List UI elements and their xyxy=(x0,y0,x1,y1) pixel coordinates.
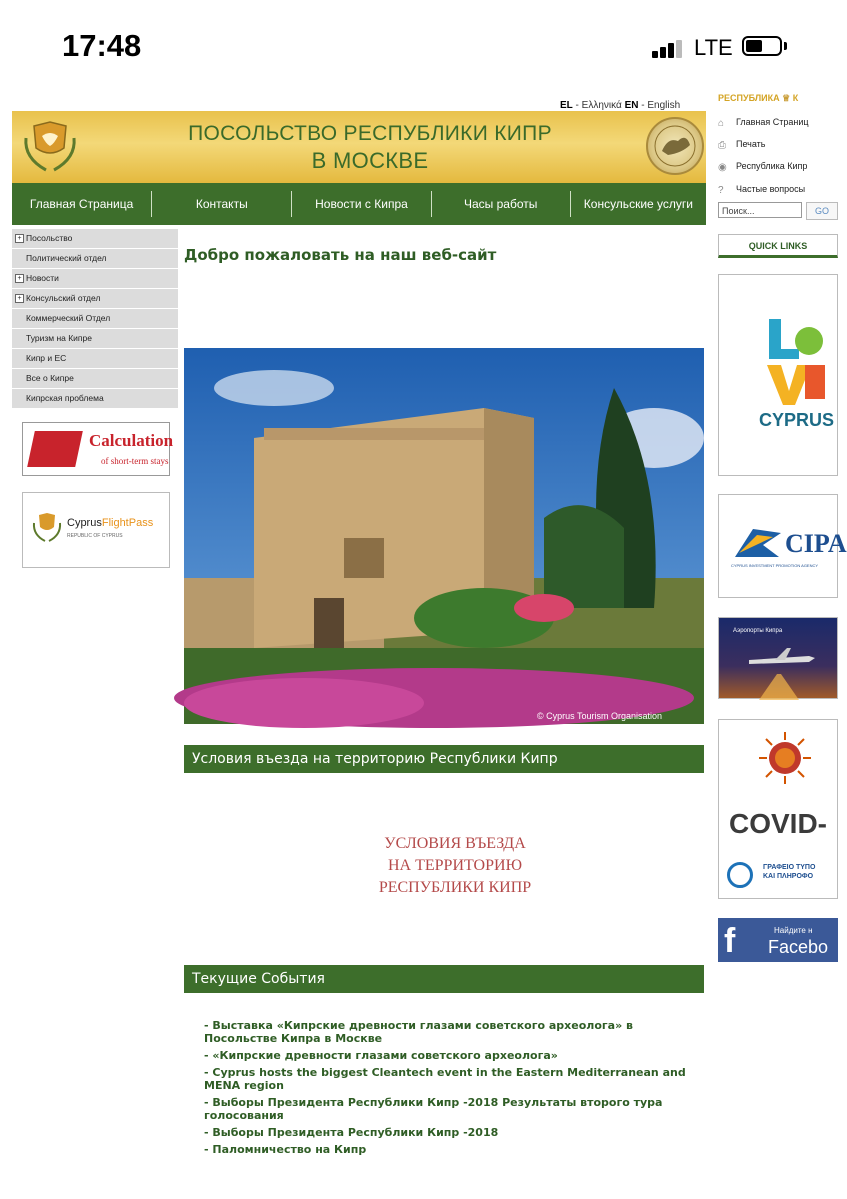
covid-gov-line-1: ΓΡΑΦΕΙΟ ΤΥΠΟ xyxy=(763,864,816,871)
nav-news[interactable]: Новости с Кипра xyxy=(292,191,431,217)
lang-en-code[interactable]: EN xyxy=(624,100,639,111)
title-line-2: В МОСКВЕ xyxy=(311,148,429,173)
question-icon: ? xyxy=(718,184,724,196)
rlink-label: Частые вопросы xyxy=(736,184,806,194)
entry-conditions-header[interactable]: Условия въезда на территорию Республики Кипр xyxy=(184,745,704,773)
print-icon: ⎙ xyxy=(718,139,726,151)
calculator-icon xyxy=(27,431,83,467)
rlink-label: Печать xyxy=(736,139,766,149)
cipa-text: CIPA xyxy=(785,529,847,558)
events-list xyxy=(204,1019,704,1160)
right-sidebar-heading: РЕСПУБЛИКА ♕ К xyxy=(718,93,799,103)
coin-seal-icon xyxy=(646,117,704,175)
entry-line-2: НА ТЕРРИТОРИЮ xyxy=(387,857,523,874)
menu-item-tourism[interactable] xyxy=(12,329,178,348)
nav-home[interactable]: Главная Страница xyxy=(12,191,152,217)
love-cyprus-logo-icon xyxy=(759,315,829,405)
expand-icon[interactable]: + xyxy=(15,234,24,243)
menu-label: Консульский отдел xyxy=(26,293,101,303)
menu-label: Посольство xyxy=(26,233,73,243)
flightpass-banner[interactable] xyxy=(22,492,170,568)
lang-el-name[interactable]: Ελληνικά xyxy=(581,100,622,111)
signal-icon xyxy=(652,40,686,58)
rlink-print[interactable] xyxy=(718,139,765,150)
facebook-banner[interactable] xyxy=(718,918,838,962)
right-heading-text: РЕСПУБЛИКА xyxy=(718,93,780,103)
left-menu xyxy=(12,229,178,409)
facebook-icon: f xyxy=(724,922,736,960)
flightpass-subtitle: REPUBLIC OF CYPRUS xyxy=(67,533,123,539)
search-input[interactable]: Поиск... xyxy=(718,202,802,218)
search-go-button[interactable]: GO xyxy=(806,202,838,220)
calc-title: Calculation xyxy=(89,431,174,450)
menu-item-eu[interactable] xyxy=(12,349,178,368)
cipa-banner[interactable] xyxy=(718,494,847,598)
network-label: LTE xyxy=(694,35,733,60)
news-item[interactable]: - Выставка «Кипрские древности глазами советского археолога» в Посольстве Кипра в Москве xyxy=(204,1019,633,1045)
flightpass-word: FlightPass xyxy=(101,517,154,529)
covid-gov-line-2: ΚΑΙ ΠΛΗΡΟΦΟ xyxy=(763,873,814,880)
kolossi-castle-photo xyxy=(184,348,704,724)
battery-nub xyxy=(784,42,787,50)
quick-links-header: QUICK LINKS xyxy=(718,234,838,258)
menu-item-news[interactable] xyxy=(12,269,178,288)
facebook-small-text: Найдите н xyxy=(774,926,813,935)
news-item[interactable]: - Выборы Президента Республики Кипр -2018 Результаты второго тура голосования xyxy=(204,1096,663,1122)
lang-el-code[interactable]: EL xyxy=(560,100,573,111)
nav-consular[interactable]: Консульские услуги xyxy=(583,197,693,211)
menu-label: Политический отдел xyxy=(26,253,107,263)
news-item[interactable]: - Cyprus hosts the biggest Cleantech event in the Eastern Mediterranean and MENA region xyxy=(204,1066,686,1092)
photo-credit: © Cyprus Tourism Organisation xyxy=(537,711,663,721)
cyprus-emblem-small-icon xyxy=(31,511,63,543)
love-cyprus-banner[interactable] xyxy=(718,274,838,476)
rlink-home[interactable] xyxy=(718,117,809,128)
battery-icon xyxy=(742,36,782,56)
entry-conditions-link[interactable] xyxy=(330,833,580,899)
news-item[interactable]: - Паломничество на Кипр xyxy=(204,1143,367,1156)
cipa-logo-icon xyxy=(733,525,783,561)
nav-hours[interactable]: Часы работы xyxy=(432,191,571,217)
title-line-1: ПОСОЛЬСТВО РЕСПУБЛИКИ КИПР xyxy=(188,122,552,145)
calculation-banner[interactable] xyxy=(22,422,174,476)
love-cyprus-word: CYPRUS xyxy=(759,410,835,430)
menu-item-consular[interactable] xyxy=(12,289,178,308)
home-icon: ⌂ xyxy=(718,117,725,129)
menu-item-about[interactable] xyxy=(12,369,178,388)
expand-icon[interactable]: + xyxy=(15,274,24,283)
welcome-heading: Добро пожаловать на наш веб-сайт xyxy=(184,246,497,264)
menu-label: Новости xyxy=(26,273,59,283)
covid-title: COVID- xyxy=(729,808,827,839)
main-nav xyxy=(12,183,706,225)
virus-icon xyxy=(755,728,815,788)
menu-label: Кипрская проблема xyxy=(26,393,104,403)
menu-item-commercial[interactable] xyxy=(12,309,178,328)
airports-label: Аэропорты Кипра xyxy=(733,628,783,634)
rlink-republic[interactable] xyxy=(718,161,807,172)
menu-label: Все о Кипре xyxy=(26,373,74,383)
flightpass-title xyxy=(67,517,153,529)
cipa-subtitle: CYPRUS INVESTMENT PROMOTION AGENCY xyxy=(731,563,819,568)
news-item[interactable]: - «Кипрские древности глазами советского археолога» xyxy=(204,1049,558,1062)
menu-item-political[interactable] xyxy=(12,249,178,268)
press-office-logo-icon xyxy=(727,862,753,888)
covid-gov-text xyxy=(763,863,815,881)
seal-drawing-icon xyxy=(648,119,702,173)
facebook-big-text: Facebo xyxy=(768,937,829,957)
news-item[interactable]: - Выборы Президента Республики Кипр -2018 xyxy=(204,1126,499,1139)
status-time: 17:48 xyxy=(62,28,142,63)
globe-icon: ◉ xyxy=(718,161,727,173)
rlink-label: Главная Страниц xyxy=(736,117,809,127)
events-header: Текущие События xyxy=(184,965,704,993)
menu-label: Коммерческий Отдел xyxy=(26,313,111,323)
entry-line-3: РЕСПУБЛИКИ КИПР xyxy=(378,879,532,896)
cyprus-emblem-icon xyxy=(20,118,80,176)
embassy-title xyxy=(180,120,560,174)
nav-contacts[interactable]: Контакты xyxy=(152,191,292,217)
menu-label: Туризм на Кипре xyxy=(26,333,92,343)
menu-item-problem[interactable] xyxy=(12,389,178,408)
covid-banner[interactable] xyxy=(718,719,838,899)
language-switch[interactable]: EL - Ελληνικά EN - English xyxy=(560,100,681,111)
shield-emblem-icon: ♕ xyxy=(782,93,791,103)
expand-icon[interactable]: + xyxy=(15,294,24,303)
flightpass-cyprus: Cyprus xyxy=(67,517,102,529)
calc-subtitle: of short-term stays xyxy=(101,456,169,466)
menu-label: Кипр и ЕС xyxy=(26,353,67,363)
airports-banner[interactable] xyxy=(718,617,838,699)
rlink-label: Республика Кипр xyxy=(736,161,808,171)
entry-line-1: УСЛОВИЯ ВЪЕЗДА xyxy=(384,835,526,852)
airplane-runway-icon xyxy=(719,638,839,700)
lang-en-name[interactable]: English xyxy=(647,100,681,111)
rlink-faq[interactable] xyxy=(718,184,805,195)
menu-item-embassy[interactable] xyxy=(12,229,178,248)
